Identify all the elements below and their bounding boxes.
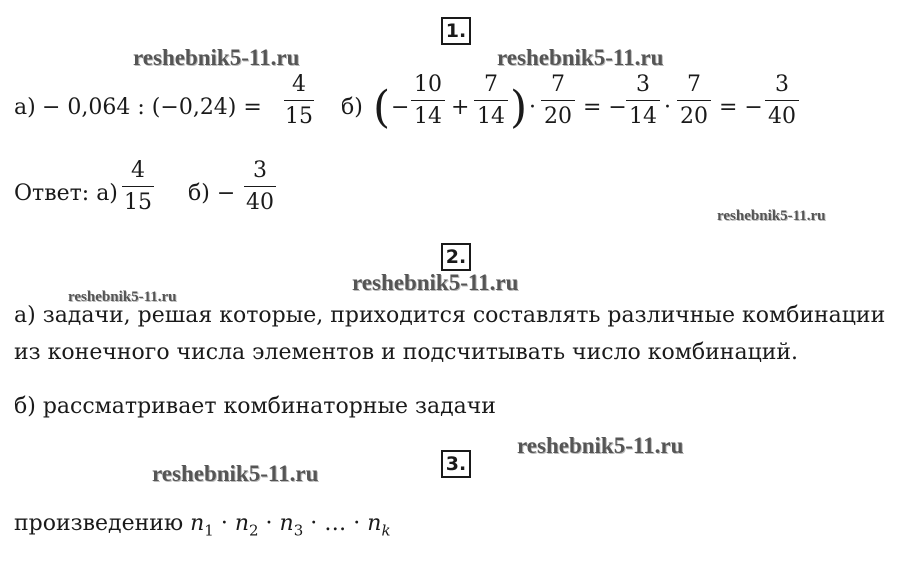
- answer-label: Ответ: а): [14, 181, 118, 206]
- answer-b-label: б) −: [188, 181, 236, 206]
- dot-operator: ·: [529, 95, 536, 120]
- fraction: [541, 72, 575, 130]
- fraction-bar: [411, 100, 445, 101]
- watermark: reshebnik5-11.ru: [717, 208, 826, 224]
- numerator: 10: [414, 72, 442, 97]
- task1-part-a-label: а): [14, 95, 36, 120]
- denominator: 14: [477, 104, 505, 129]
- denominator: 40: [768, 104, 796, 129]
- task1-part-a-expression: − 0,064 : (−0,24) =: [42, 95, 262, 120]
- denominator: 20: [544, 104, 572, 129]
- dot-operator: ·: [265, 511, 273, 536]
- answer-b-fraction: [244, 158, 276, 216]
- numerator: 4: [131, 158, 145, 183]
- denominator: 14: [414, 104, 442, 129]
- denominator: 15: [285, 104, 313, 129]
- watermark: reshebnik5-11.ru: [517, 433, 684, 458]
- subscript: k: [381, 521, 391, 540]
- numerator: 7: [687, 72, 701, 97]
- task2-part-b: б) рассматривает комбинаторные задачи: [14, 394, 496, 419]
- watermark: reshebnik5-11.ru: [68, 289, 177, 305]
- fraction: [765, 72, 799, 130]
- ellipsis: …: [324, 511, 347, 536]
- open-paren: (: [373, 82, 391, 133]
- numerator: 3: [636, 72, 650, 97]
- fraction: [626, 72, 660, 130]
- fraction: [677, 72, 711, 130]
- equals-minus: = −: [719, 95, 763, 120]
- denominator: 20: [680, 104, 708, 129]
- numerator: 3: [775, 72, 789, 97]
- task2-part-a-line1: а) задачи, решая которые, приходится составлять различные комбинации: [14, 303, 886, 328]
- watermark: reshebnik5-11.ru: [352, 270, 519, 295]
- dot-operator: ·: [353, 511, 361, 536]
- fraction-bar: [474, 100, 508, 101]
- fraction-bar: [765, 100, 799, 101]
- fraction: [474, 72, 508, 130]
- fraction-bar: [677, 100, 711, 101]
- variable-n: n: [234, 511, 249, 536]
- fraction: [411, 72, 445, 130]
- equals-minus: = −: [583, 95, 627, 120]
- subscript: 2: [249, 521, 259, 540]
- task1-part-b-label: б): [341, 95, 363, 120]
- fraction-bar: [122, 186, 154, 187]
- denominator: 40: [246, 190, 274, 215]
- numerator: 4: [292, 72, 306, 97]
- numerator: 3: [253, 158, 267, 183]
- numerator: 7: [551, 72, 565, 97]
- numerator: 7: [484, 72, 498, 97]
- variable-n: n: [367, 511, 382, 536]
- variable-n: n: [279, 511, 294, 536]
- fraction-bar: [626, 100, 660, 101]
- plus-sign: +: [451, 95, 470, 120]
- task1-part-a-result: [284, 72, 314, 130]
- task-number-2: 2.: [441, 243, 471, 271]
- fraction-bar: [541, 100, 575, 101]
- fraction-bar: [284, 100, 314, 101]
- task-number-1: 1.: [441, 17, 471, 45]
- variable-n: n: [190, 511, 205, 536]
- task3-answer: [14, 511, 391, 543]
- subscript: 1: [204, 521, 214, 540]
- watermark: reshebnik5-11.ru: [133, 45, 300, 70]
- dot-operator: ·: [664, 95, 671, 120]
- dot-operator: ·: [310, 511, 318, 536]
- watermark: reshebnik5-11.ru: [152, 461, 319, 486]
- watermark: reshebnik5-11.ru: [497, 45, 664, 70]
- fraction-bar: [244, 186, 276, 187]
- task3-text: произведению: [14, 511, 184, 536]
- denominator: 15: [124, 190, 152, 215]
- dot-operator: ·: [220, 511, 228, 536]
- denominator: 14: [629, 104, 657, 129]
- task2-part-a-line2: из конечного числа элементов и подсчитывать число комбинаций.: [14, 340, 799, 365]
- answer-a-fraction: [122, 158, 154, 216]
- minus-sign: −: [391, 95, 410, 120]
- task-number-3: 3.: [441, 450, 471, 478]
- subscript: 3: [293, 521, 304, 540]
- close-paren: ): [510, 82, 528, 133]
